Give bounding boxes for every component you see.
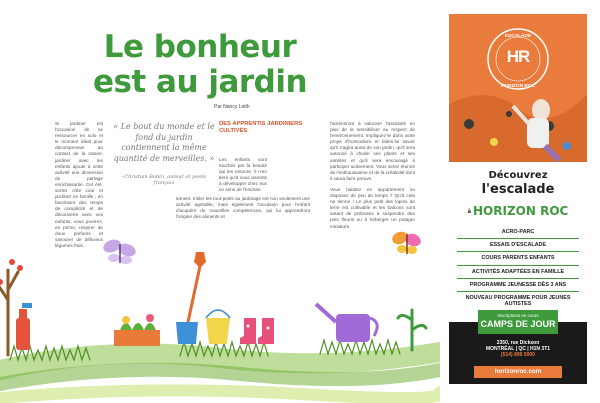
watering-can-icon [316, 304, 377, 342]
bucket-icon [176, 322, 198, 344]
spade-icon [182, 252, 206, 330]
title-line-2: est au jardin [92, 64, 308, 100]
paragraph: l'amèneront à valoriser l'assiduité en plus de la sensibiliser au respect de l'environnement. Impliquez-le dans votre projet d'horticulture et faites-lui savoir qu'il s'agira aussi de son jardin, qu'il sera autorisé à choisir ses plants et ses variétés et qu'il sera encouragé à participer activement. Vous serez étonné de l'enthousiasme et de la créativité dont il saura faire preuve. [330, 121, 415, 181]
paragraph: Vous habitez en appartement ou disposez de peu de temps ? Qu'à cela ne tienne ! Le plus petit des lopins de terre est cultivable et les balcons sont autant de prétextes à suspendre des pots fleuris ou à héberger un potager miniature. [330, 186, 415, 229]
camp-label-small: Inscriptions en cours [497, 313, 539, 318]
address-line-1: 2350, rue Dickson [496, 340, 540, 346]
logo-ring-bottom: HORIZON ROC [500, 84, 536, 89]
byline: Par Nancy Leith [214, 104, 250, 110]
address-line-2: MONTRÉAL | QC | H1N 3T1 [485, 346, 551, 353]
website-link[interactable]: horizonroc.com [474, 366, 562, 378]
quote-author: –Christian Bobin, auteur et poète français [121, 174, 207, 186]
camp-label: CAMPS DE JOUR [480, 319, 556, 329]
headline-line-2: l'escalade [481, 182, 555, 197]
advertisement[interactable] [449, 14, 587, 384]
logo-text: HR [506, 47, 530, 66]
article-title [40, 30, 360, 100]
brand-prefix: à [467, 208, 471, 215]
list-item: ACRO-PARC [457, 226, 579, 239]
butterfly-icon [390, 230, 422, 254]
title-line-1: Le bonheur [103, 29, 297, 65]
pull-quote [113, 122, 215, 186]
headline-line-1: Découvrez [488, 170, 548, 181]
flower-pot-icon [114, 314, 160, 346]
grass-icon [0, 340, 440, 398]
horizon-roc-logo [485, 26, 551, 92]
list-item: ACTIVITÉS ADAPTÉES EN FAMILLE [457, 266, 579, 279]
plant-icon [398, 310, 426, 350]
article-column-3-top: Les enfants sont touchés par la beauté qui les entoure. Il n'en tient qu'à vous parents à développer chez eux ce sens de l'enchan- [219, 157, 267, 193]
boots-icon [240, 318, 274, 344]
article-column-3-bottom: tement. Initier les tout-petits au jardinage est non seulement une activité agréable, mais également l'occasion pour l'enfant d'acquérir de nouvelles compétences, qui lui apprendront l'origine des aliments et [176, 196, 310, 220]
ad-address [449, 340, 587, 359]
spray-bottle-icon [16, 303, 32, 350]
climbing-photo [449, 14, 587, 162]
list-item: COURS PARENTS ENFANTS [457, 252, 579, 265]
logo-ring-top: ESCALADE [504, 34, 532, 39]
ad-brand [449, 200, 587, 222]
bucket-icon [206, 310, 230, 344]
garden-illustration [0, 210, 440, 403]
quote-text: « Le bout du monde et le fond du jardin contiennent la même quantité de merveilles. » [113, 122, 215, 163]
brand-name: HORIZON ROC [473, 204, 569, 218]
day-camp-button[interactable] [478, 310, 558, 334]
phone-number[interactable]: (514) 899 5000 [501, 352, 535, 359]
activities-list [449, 222, 587, 322]
ad-headline [449, 162, 587, 202]
list-item: PROGRAMME JEUNESSE DÈS 3 ANS [457, 279, 579, 292]
section-heading: DES APPRENTIS JARDINIERS CULTIVÉS [219, 121, 303, 134]
butterfly-icon [101, 237, 137, 264]
list-item: NOUVEAU PROGRAMME POUR JEUNES AUTISTES [465, 295, 571, 308]
article-column-1: Si jardiner est l'occasion de se ressourcer en solo et le moment idéal pour décompresser au contact de la nature, jardiner avec les enfants ajoute à cette activité une dimension de partage enrichissante. Cet été, sortez côté cour et jardinez en famille ; en favorisant des temps de complicité et de découverte avec vos enfants, vous pourrez, en prime, respirer de doux parfums et savourer de délicieux légumes frais. [55, 121, 103, 248]
list-item: ESSAIS D'ESCALADE [457, 239, 579, 252]
